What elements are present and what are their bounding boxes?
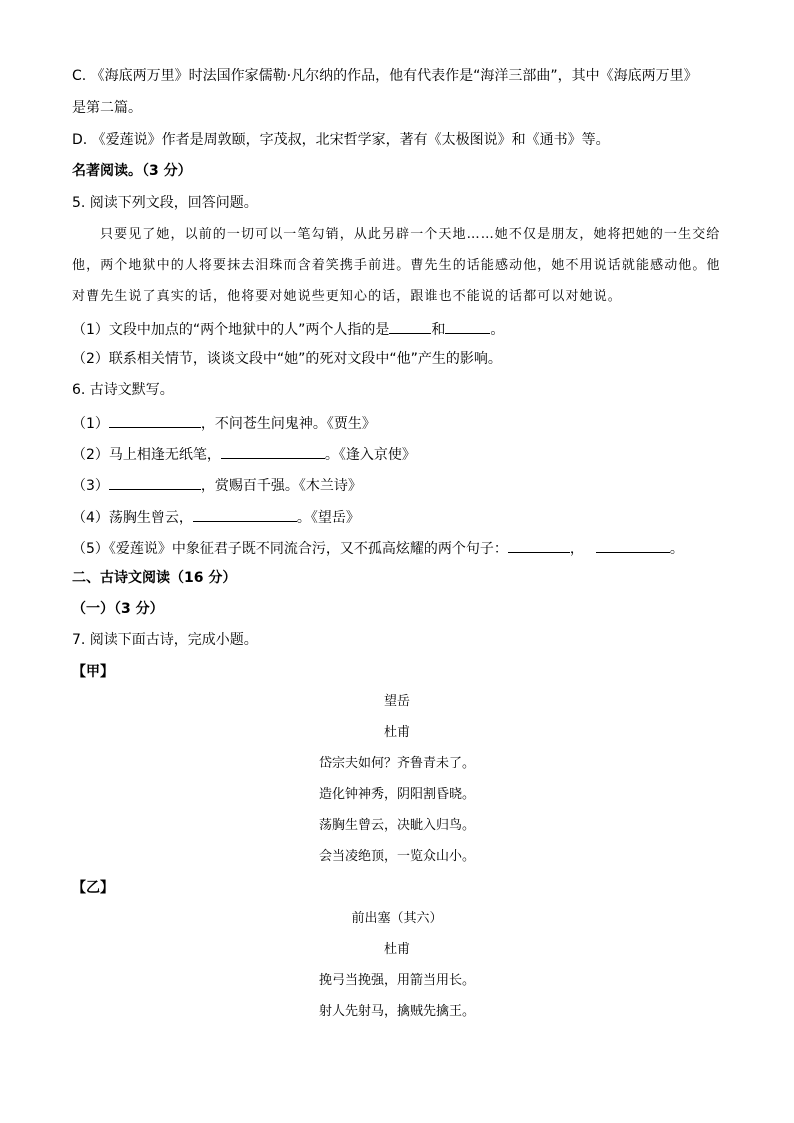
poem-line: 会当凌绝顶，一览众山小。 xyxy=(318,849,475,864)
poem-yi-author: 杜甫 xyxy=(383,942,410,957)
question-5-stem: 5. 阅读下列文段，回答问题。 xyxy=(72,195,258,211)
item-prefix: （4）荡胸生曾云， xyxy=(72,510,193,526)
poem-line: 岱宗夫如何？齐鲁青未了。 xyxy=(318,756,475,771)
answer-blank[interactable] xyxy=(109,475,201,490)
poem-jia-label: 【甲】 xyxy=(72,664,114,680)
item-prefix: （2）马上相逢无纸笔， xyxy=(72,447,221,463)
poem-line: 射人先射马，擒贼先擒王。 xyxy=(318,1004,475,1019)
poem-jia-author: 杜甫 xyxy=(383,725,410,740)
option-c-line2: 是第二篇。 xyxy=(72,100,142,116)
question-6-item-1 xyxy=(72,413,376,433)
poem-line: 造化钟神秀，阴阳割昏晓。 xyxy=(318,787,475,802)
item-mid: ， xyxy=(569,541,584,557)
answer-blank[interactable] xyxy=(193,507,297,522)
question-5-sub1 xyxy=(72,319,504,339)
answer-blank[interactable] xyxy=(508,538,570,553)
item-text: ，不问苍生问鬼神。《贾生》 xyxy=(200,416,376,432)
answer-blank[interactable] xyxy=(109,413,201,428)
section-heading-mingzhu: 名著阅读。（3 分） xyxy=(72,163,192,179)
passage-line: 他，两个地狱中的人将要抹去泪珠而含着笑携手前进。曹先生的话能感动他，她不用说话就能感动他。他 xyxy=(72,258,721,273)
sub1-text: （1）文段中加点的“两个地狱中的人”两个人指的是 xyxy=(72,322,390,338)
item-end: 。 xyxy=(669,541,684,557)
poem-yi-title: 前出塞（其六） xyxy=(351,911,443,926)
item-text: 。《望岳》 xyxy=(296,510,360,526)
sub-section-1: （一）（3 分） xyxy=(72,601,164,617)
item-text: 。《逢入京使》 xyxy=(324,447,416,463)
question-6-item-4 xyxy=(72,507,360,527)
answer-blank[interactable] xyxy=(389,319,431,334)
sub1-and: 和 xyxy=(431,322,446,338)
option-c-line1: C. 《海底两万里》时法国作家儒勒·凡尔纳的作品，他有代表作是“海洋三部曲”，其中《海底两万里》 xyxy=(72,68,698,84)
item-prefix: （5）《爱莲说》中象征君子既不同流合污，又不孤高炫耀的两个句子： xyxy=(72,541,508,557)
section-heading-2: 二、古诗文阅读（16 分） xyxy=(72,570,237,586)
option-d: D. 《爱莲说》作者是周敦颐，字茂叔，北宋哲学家，著有《太极图说》和《通书》等。 xyxy=(72,132,610,148)
passage-line: 对曹先生说了真实的话，他将要对她说些更知心的话，跟谁也不能说的话都可以对她说。 xyxy=(72,289,622,304)
answer-blank[interactable] xyxy=(221,444,325,459)
question-6-stem: 6. 古诗文默写。 xyxy=(72,382,174,398)
question-7-stem: 7. 阅读下面古诗，完成小题。 xyxy=(72,632,258,648)
passage-line: 只要见了她，以前的一切可以一笔勾销，从此另辟一个天地……她不仅是朋友，她将把她的一生交给 xyxy=(100,227,721,242)
answer-blank[interactable] xyxy=(596,538,670,553)
answer-blank[interactable] xyxy=(445,319,490,334)
poem-yi-label: 【乙】 xyxy=(72,880,114,896)
poem-line: 荡胸生曾云，决眦入归鸟。 xyxy=(318,818,475,833)
sub1-end: 。 xyxy=(490,322,505,338)
poem-line: 挽弓当挽强，用箭当用长。 xyxy=(318,973,475,988)
item-prefix: （3） xyxy=(72,478,109,494)
question-6-item-2 xyxy=(72,444,416,464)
poem-jia-title: 望岳 xyxy=(383,694,410,709)
item-prefix: （1） xyxy=(72,416,109,432)
item-text: ，赏赐百千强。《木兰诗》 xyxy=(200,478,362,494)
question-6-item-3 xyxy=(72,475,362,495)
question-5-sub2: （2）联系相关情节，谈谈文段中“她”的死对文段中“他”产生的影响。 xyxy=(72,351,502,367)
question-6-item-5 xyxy=(72,538,684,558)
